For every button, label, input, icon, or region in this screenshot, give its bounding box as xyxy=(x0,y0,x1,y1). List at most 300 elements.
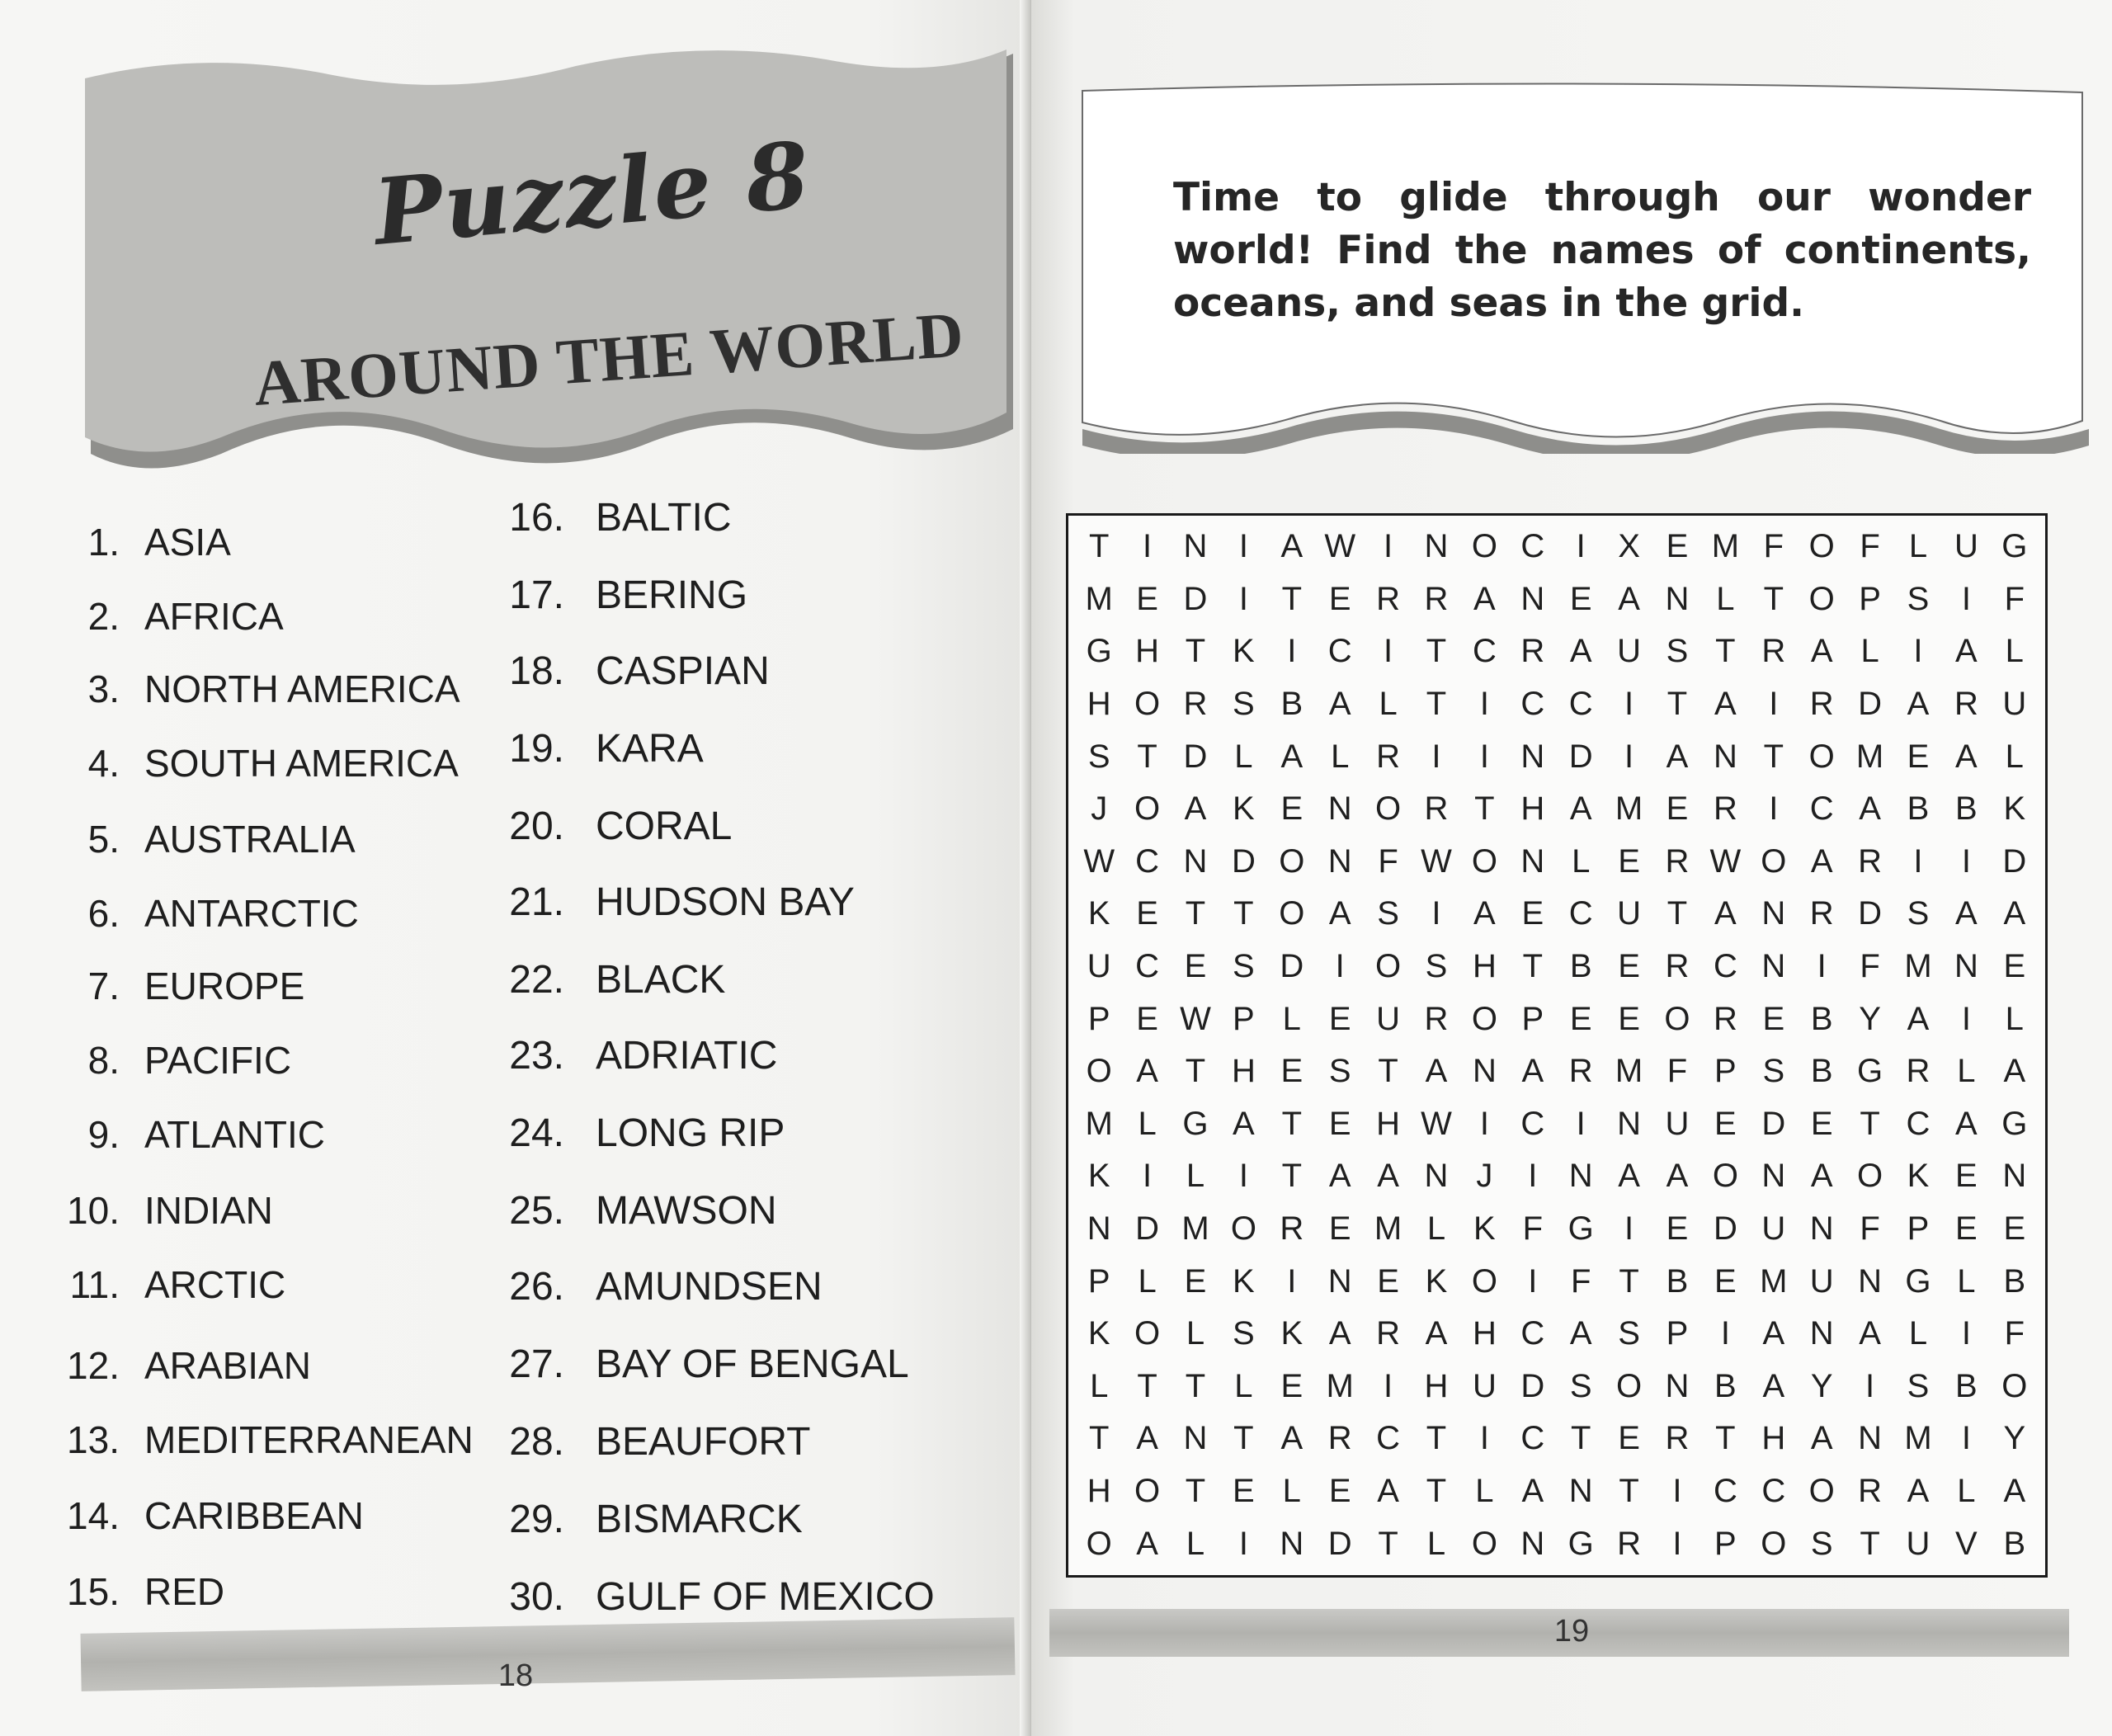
word-text: BEAUFORT xyxy=(596,1420,811,1464)
left-page xyxy=(0,0,1031,1736)
grid-cell: C xyxy=(1520,1105,1545,1142)
grid-cell: A xyxy=(1136,1420,1158,1457)
grid-cell: U xyxy=(1376,1000,1401,1037)
grid-cell: D xyxy=(1183,738,1208,775)
grid-cell: A xyxy=(1280,1420,1304,1457)
grid-cell: R xyxy=(1713,790,1737,828)
grid-cell: D xyxy=(1280,948,1304,985)
grid-cell: O xyxy=(1808,580,1835,617)
grid-cell: N xyxy=(1520,1525,1545,1562)
grid-cell: E xyxy=(1618,1420,1640,1457)
grid-cell: A xyxy=(1618,580,1640,617)
grid-cell: B xyxy=(1810,1053,1833,1090)
grid-cell: N xyxy=(1809,1315,1834,1352)
grid-cell: M xyxy=(1760,1262,1788,1300)
grid-cell: I xyxy=(1720,1315,1730,1352)
grid-cell: R xyxy=(1424,580,1449,617)
grid-cell: T xyxy=(1426,633,1447,670)
grid-cell: R xyxy=(1809,686,1834,723)
grid-cell: C xyxy=(1135,948,1160,985)
grid-cell: N xyxy=(1520,580,1545,617)
grid-cell: E xyxy=(1666,790,1689,828)
grid-cell: F xyxy=(1378,842,1398,880)
grid-cell: J xyxy=(1091,790,1108,828)
grid-cell: L xyxy=(1957,1262,1976,1300)
grid-cell: K xyxy=(1087,1158,1110,1195)
grid-cell: C xyxy=(1568,895,1593,932)
grid-cell: M xyxy=(1711,528,1740,565)
word-list-item xyxy=(488,1188,777,1234)
grid-cell: N xyxy=(1424,528,1449,565)
grid-cell: A xyxy=(1810,633,1833,670)
grid-cell: T xyxy=(1281,1158,1303,1195)
grid-cell: E xyxy=(1618,948,1640,985)
grid-cell: K xyxy=(1233,790,1255,828)
grid-cell: E xyxy=(1618,1000,1640,1037)
grid-cell: Y xyxy=(2003,1420,2026,1457)
grid-cell: H xyxy=(1761,1420,1786,1457)
grid-cell: N xyxy=(1761,948,1786,985)
word-text: ARABIAN xyxy=(144,1344,311,1387)
grid-cell: L xyxy=(1234,1367,1253,1404)
grid-cell: D xyxy=(1520,1367,1545,1404)
grid-cell: O xyxy=(2001,1367,2028,1404)
grid-cell: D xyxy=(1568,738,1593,775)
word-text: ARCTIC xyxy=(144,1263,286,1306)
grid-cell: I xyxy=(1528,1262,1538,1300)
word-search-grid xyxy=(1066,513,2048,1578)
word-text: MEDITERRANEAN xyxy=(144,1418,474,1461)
grid-cell: T xyxy=(1666,686,1688,723)
grid-cell: S xyxy=(1233,1315,1255,1352)
word-number: 18. xyxy=(509,649,564,693)
grid-cell: D xyxy=(1761,1105,1786,1142)
grid-cell: L xyxy=(1186,1315,1205,1352)
grid-cell: E xyxy=(1714,1105,1737,1142)
page-number: 19 xyxy=(1553,1614,1590,1649)
grid-cell: P xyxy=(1714,1525,1737,1562)
word-number: 5. xyxy=(87,818,120,861)
grid-cell: B xyxy=(1907,790,1930,828)
grid-cell: W xyxy=(1709,842,1742,880)
grid-cell: T xyxy=(1860,1105,1880,1142)
grid-cell: H xyxy=(1087,686,1111,723)
grid-cell: T xyxy=(1185,1053,1206,1090)
grid-cell: E xyxy=(1569,1000,1592,1037)
grid-cell: R xyxy=(1858,842,1883,880)
grid-cell: D xyxy=(2002,842,2027,880)
grid-cell: S xyxy=(1233,686,1255,723)
word-list-item xyxy=(488,1574,935,1620)
word-text: HUDSON BAY xyxy=(596,880,855,924)
grid-cell: O xyxy=(1471,528,1497,565)
puzzle-number: Puzzle 8 xyxy=(370,121,815,266)
grid-cell: I xyxy=(1528,1158,1538,1195)
grid-cell: O xyxy=(1616,1367,1643,1404)
grid-cell: I xyxy=(1913,842,1923,880)
grid-cell: S xyxy=(1328,1053,1351,1090)
grid-cell: L xyxy=(1475,1473,1494,1510)
grid-cell: B xyxy=(1955,790,1978,828)
grid-cell: S xyxy=(1618,1315,1640,1352)
grid-cell: P xyxy=(1521,1000,1544,1037)
grid-cell: S xyxy=(1087,738,1110,775)
grid-cell: T xyxy=(1378,1525,1398,1562)
grid-cell: S xyxy=(1569,1367,1592,1404)
grid-cell: R xyxy=(1858,1473,1883,1510)
grid-cell: H xyxy=(1087,1473,1111,1510)
word-list-item xyxy=(41,594,284,639)
grid-cell: I xyxy=(1431,895,1441,932)
word-number: 11. xyxy=(69,1263,120,1306)
grid-cell: C xyxy=(1906,1105,1930,1142)
grid-cell: T xyxy=(1666,895,1688,932)
puzzle-title: AROUND THE WORLD xyxy=(251,298,967,419)
word-number: 7. xyxy=(87,965,120,1007)
grid-cell: O xyxy=(1808,528,1835,565)
word-list-item xyxy=(488,1342,909,1387)
grid-cell: L xyxy=(1716,580,1735,617)
grid-cell: E xyxy=(1280,1367,1304,1404)
grid-cell: R xyxy=(1665,842,1690,880)
grid-cell: O xyxy=(1279,895,1305,932)
grid-cell: T xyxy=(1619,1473,1639,1510)
grid-cell: E xyxy=(1136,895,1158,932)
grid-cell: I xyxy=(1672,1525,1682,1562)
word-text: BISMARCK xyxy=(596,1498,803,1541)
word-list-item xyxy=(488,1033,777,1078)
grid-cell: M xyxy=(1904,1420,1932,1457)
grid-cell: N xyxy=(1183,842,1208,880)
grid-cell: O xyxy=(1375,790,1402,828)
grid-cell: T xyxy=(1185,1367,1206,1404)
grid-cell: N xyxy=(1858,1420,1883,1457)
word-text: CASPIAN xyxy=(596,649,770,693)
grid-cell: G xyxy=(1182,1105,1209,1142)
word-list-item xyxy=(41,520,231,564)
grid-cell: G xyxy=(1568,1525,1594,1562)
grid-cell: C xyxy=(1568,686,1593,723)
grid-cell: O xyxy=(1134,790,1161,828)
word-text: BERING xyxy=(596,573,748,617)
word-number: 27. xyxy=(509,1342,564,1386)
grid-cell: A xyxy=(1280,738,1304,775)
grid-cell: E xyxy=(1955,1158,1978,1195)
grid-cell: L xyxy=(1282,1000,1301,1037)
grid-cell: R xyxy=(1376,580,1401,617)
word-list-item xyxy=(488,1497,803,1542)
grid-cell: P xyxy=(1859,580,1881,617)
grid-cell: E xyxy=(1714,1262,1737,1300)
grid-cell: O xyxy=(1471,1525,1497,1562)
grid-cell: L xyxy=(2005,1000,2024,1037)
grid-cell: T xyxy=(1137,1367,1157,1404)
grid-cell: H xyxy=(1472,1315,1497,1352)
grid-cell: D xyxy=(1858,895,1883,932)
word-list-item xyxy=(41,1262,285,1307)
grid-cell: N xyxy=(1713,738,1737,775)
grid-cell: U xyxy=(1761,1210,1786,1248)
grid-cell: L xyxy=(1331,738,1350,775)
grid-cell: N xyxy=(1327,842,1352,880)
word-text: PACIFIC xyxy=(144,1039,292,1082)
grid-cell: F xyxy=(1860,528,1880,565)
word-text: BALTIC xyxy=(596,496,732,540)
word-number: 30. xyxy=(509,1575,564,1619)
grid-cell: B xyxy=(1569,948,1592,985)
word-text: BLACK xyxy=(596,958,726,1002)
word-list-item xyxy=(41,891,359,936)
grid-cell: A xyxy=(1618,1158,1640,1195)
word-text: CORAL xyxy=(596,804,733,848)
page-number: 18 xyxy=(497,1658,534,1693)
word-list-item xyxy=(41,1569,224,1614)
grid-cell: B xyxy=(1955,1367,1978,1404)
grid-cell: S xyxy=(1810,1525,1833,1562)
grid-cell: M xyxy=(1855,738,1884,775)
grid-cell: U xyxy=(1906,1525,1930,1562)
grid-cell: O xyxy=(1471,842,1497,880)
grid-cell: N xyxy=(1954,948,1978,985)
grid-cell: R xyxy=(1665,1420,1690,1457)
grid-cell: F xyxy=(2004,1315,2025,1352)
grid-cell: N xyxy=(1568,1473,1593,1510)
word-number: 1. xyxy=(87,521,120,564)
grid-cell: G xyxy=(1857,1053,1883,1090)
grid-cell: T xyxy=(1185,1473,1206,1510)
grid-cell: C xyxy=(1713,948,1737,985)
word-number: 24. xyxy=(509,1111,564,1155)
grid-cell: T xyxy=(1233,895,1254,932)
grid-cell: A xyxy=(1907,1000,1930,1037)
grid-cell: T xyxy=(1088,528,1110,565)
grid-cell: N xyxy=(1858,1262,1883,1300)
grid-cell: M xyxy=(1615,790,1643,828)
word-number: 6. xyxy=(87,892,120,935)
grid-cell: P xyxy=(1087,1000,1110,1037)
grid-cell: A xyxy=(1473,895,1496,932)
grid-cell: A xyxy=(1859,1315,1881,1352)
grid-cell: O xyxy=(1279,842,1305,880)
word-list-item xyxy=(488,495,731,540)
grid-cell: L xyxy=(1282,1473,1301,1510)
word-number: 3. xyxy=(87,668,120,710)
instruction-box xyxy=(1074,83,2089,454)
word-list-item xyxy=(488,804,732,849)
word-text: GULF OF MEXICO xyxy=(596,1575,935,1619)
grid-cell: I xyxy=(1384,528,1393,565)
grid-cell: A xyxy=(1473,580,1496,617)
grid-cell: E xyxy=(1184,948,1207,985)
grid-cell: B xyxy=(1810,1000,1833,1037)
grid-cell: I xyxy=(1576,528,1586,565)
grid-cell: L xyxy=(1957,1473,1976,1510)
grid-cell: L xyxy=(1186,1525,1205,1562)
grid-cell: H xyxy=(1520,790,1545,828)
grid-cell: C xyxy=(1761,1473,1786,1510)
grid-cell: I xyxy=(1961,580,1971,617)
grid-cell: T xyxy=(1426,1473,1447,1510)
grid-cell: I xyxy=(1817,948,1827,985)
grid-cell: M xyxy=(1326,1367,1354,1404)
grid-cell: S xyxy=(1907,895,1930,932)
grid-cell: K xyxy=(1087,895,1110,932)
grid-cell: E xyxy=(1666,1210,1689,1248)
grid-cell: G xyxy=(1905,1262,1931,1300)
grid-cell: K xyxy=(1087,1315,1110,1352)
word-text: NORTH AMERICA xyxy=(144,668,460,710)
grid-cell: W xyxy=(1180,1000,1211,1037)
word-list-item xyxy=(488,1419,810,1465)
grid-cell: E xyxy=(1810,1105,1833,1142)
grid-cell: C xyxy=(1809,790,1834,828)
word-text: SOUTH AMERICA xyxy=(144,742,459,785)
grid-cell: R xyxy=(1954,686,1978,723)
grid-cell: G xyxy=(1086,633,1112,670)
grid-cell: O xyxy=(1134,1315,1161,1352)
grid-cell: A xyxy=(1328,1158,1351,1195)
grid-cell: R xyxy=(1713,1000,1737,1037)
grid-cell: T xyxy=(1715,633,1736,670)
grid-cell: R xyxy=(1809,895,1834,932)
grid-cell: I xyxy=(1384,633,1393,670)
grid-cell: F xyxy=(1763,528,1784,565)
grid-cell: O xyxy=(1086,1525,1112,1562)
grid-cell: R xyxy=(1183,686,1208,723)
grid-cell: N xyxy=(1665,580,1690,617)
grid-cell: L xyxy=(1090,1367,1109,1404)
grid-cell: E xyxy=(1136,580,1158,617)
word-number: 23. xyxy=(509,1034,564,1078)
grid-cell: U xyxy=(1472,1367,1497,1404)
grid-cell: E xyxy=(1328,1473,1351,1510)
grid-cell: M xyxy=(1615,1053,1643,1090)
grid-cell: A xyxy=(1328,686,1351,723)
grid-cell: V xyxy=(1955,1525,1978,1562)
grid-cell: E xyxy=(1328,1210,1351,1248)
grid-cell: N xyxy=(1183,528,1208,565)
grid-cell: A xyxy=(1377,1158,1399,1195)
word-number: 22. xyxy=(509,958,564,1002)
grid-cell: N xyxy=(1665,1367,1690,1404)
grid-cell: E xyxy=(1280,1053,1304,1090)
grid-cell: E xyxy=(1666,528,1689,565)
grid-cell: O xyxy=(1086,1053,1112,1090)
grid-cell: I xyxy=(1479,1105,1489,1142)
grid-cell: E xyxy=(1955,1210,1978,1248)
word-list-item xyxy=(488,726,704,771)
grid-cell: W xyxy=(1421,842,1452,880)
grid-cell: A xyxy=(2003,895,2026,932)
word-number: 26. xyxy=(509,1265,564,1309)
grid-cell: A xyxy=(1955,1105,1978,1142)
grid-cell: I xyxy=(1624,1210,1634,1248)
grid-cell: L xyxy=(1186,1158,1205,1195)
grid-cell: U xyxy=(1665,1105,1690,1142)
grid-cell: L xyxy=(1138,1105,1157,1142)
grid-cell: R xyxy=(1906,1053,1930,1090)
grid-cell: A xyxy=(1810,1158,1833,1195)
word-list-item xyxy=(41,1112,325,1157)
word-list-item xyxy=(41,741,459,785)
word-text: EUROPE xyxy=(144,965,305,1007)
grid-cell: O xyxy=(1761,842,1787,880)
grid-cell: E xyxy=(2003,948,2026,985)
grid-cell: A xyxy=(1955,633,1978,670)
grid-cell: B xyxy=(1280,686,1304,723)
word-number: 14. xyxy=(67,1494,120,1537)
word-number: 20. xyxy=(509,804,564,848)
grid-cell: C xyxy=(1135,842,1160,880)
grid-cell: G xyxy=(2001,1105,2028,1142)
grid-cell: E xyxy=(1521,895,1544,932)
grid-cell: R xyxy=(1617,1525,1642,1562)
grid-cell: O xyxy=(1808,1473,1835,1510)
grid-cell: I xyxy=(1143,528,1153,565)
grid-cell: I xyxy=(1961,1420,1971,1457)
grid-cell: O xyxy=(1857,1158,1883,1195)
grid-cell: A xyxy=(1666,1158,1689,1195)
grid-cell: I xyxy=(1431,738,1441,775)
grid-cell: M xyxy=(1085,1105,1113,1142)
word-number: 19. xyxy=(509,727,564,771)
grid-cell: Y xyxy=(1859,1000,1881,1037)
grid-cell: D xyxy=(1858,686,1883,723)
grid-cell: N xyxy=(1520,842,1545,880)
word-list-item xyxy=(488,1111,785,1156)
grid-cell: R xyxy=(1665,948,1690,985)
grid-cell: A xyxy=(1666,738,1689,775)
grid-cell: A xyxy=(1714,686,1737,723)
grid-cell: F xyxy=(1570,1262,1591,1300)
grid-cell: E xyxy=(1136,1000,1158,1037)
grid-cell: U xyxy=(1809,1262,1834,1300)
grid-cell: T xyxy=(1137,738,1157,775)
word-number: 28. xyxy=(509,1420,564,1464)
grid-cell: A xyxy=(1377,1473,1399,1510)
grid-cell: O xyxy=(1471,1000,1497,1037)
word-list xyxy=(0,0,1031,1736)
word-list-item xyxy=(488,1264,823,1309)
grid-cell: D xyxy=(1713,1210,1737,1248)
grid-cell: I xyxy=(1769,686,1779,723)
grid-cell: A xyxy=(2003,1473,2026,1510)
grid-cell: H xyxy=(1376,1105,1401,1142)
grid-cell: A xyxy=(1569,790,1592,828)
grid-cell: N xyxy=(1327,1262,1352,1300)
grid-cell: A xyxy=(1907,686,1930,723)
word-text: ASIA xyxy=(144,521,231,564)
grid-cell: N xyxy=(1520,738,1545,775)
grid-cell: C xyxy=(1376,1420,1401,1457)
grid-cell: I xyxy=(1961,1000,1971,1037)
grid-cell: I xyxy=(1238,1525,1248,1562)
word-list-item xyxy=(488,957,725,1002)
grid-cell: I xyxy=(1238,1158,1248,1195)
grid-cell: A xyxy=(1810,842,1833,880)
grid-cell: P xyxy=(1233,1000,1255,1037)
word-text: INDIAN xyxy=(144,1189,273,1232)
grid-cell: L xyxy=(1860,633,1879,670)
grid-cell: E xyxy=(1280,790,1304,828)
word-number: 21. xyxy=(509,880,564,924)
grid-cell: O xyxy=(1664,1000,1690,1037)
grid-cell: W xyxy=(1421,1105,1452,1142)
grid-cell: U xyxy=(1617,895,1642,932)
grid-cell: E xyxy=(1618,842,1640,880)
grid-cell: I xyxy=(1143,1158,1153,1195)
grid-cell: R xyxy=(1376,738,1401,775)
